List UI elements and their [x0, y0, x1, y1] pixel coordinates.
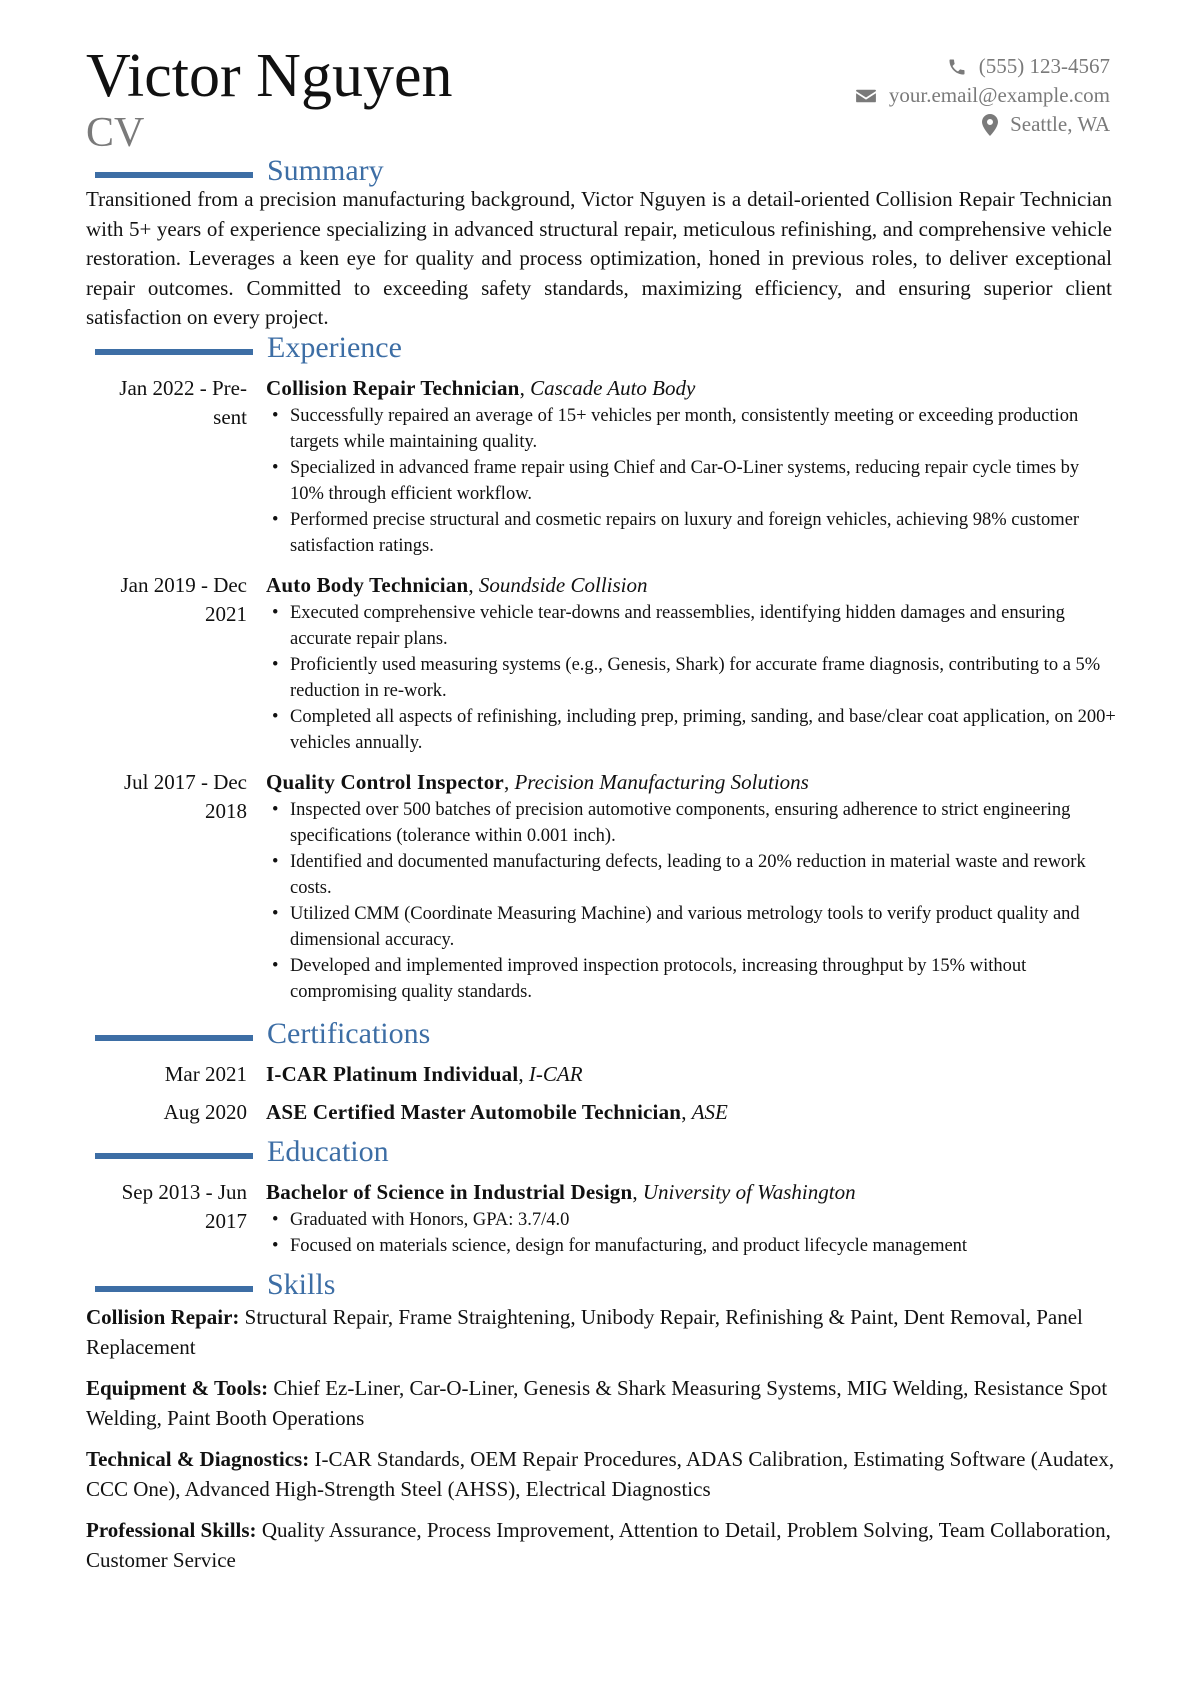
entry-heading: Quality Control Inspector, Precision Manufacturing Solutions: [266, 770, 809, 794]
list-item: • Identified and documented manufacturing defects, leading to a 20% reduction in material waste and rework costs.: [266, 849, 1116, 901]
list-item: • Specialized in advanced frame repair using Chief and Car-O-Liner systems, reducing repair cycle times by 10% through efficient workflow.: [266, 455, 1116, 507]
list-item: • Completed all aspects of refinishing, including prep, priming, sanding, and base/clear coat application, on 200+ vehicles annually.: [266, 704, 1116, 756]
skill-row: [86, 1516, 1116, 1575]
location-text: Seattle, WA: [1010, 112, 1110, 136]
section-title: Education: [267, 1135, 389, 1168]
skill-category: Technical & Diagnostics:: [86, 1447, 310, 1471]
entry-body: [266, 1178, 1116, 1259]
date-line: sent: [213, 405, 247, 429]
section-accent-bar: [95, 172, 253, 178]
section-title: Experience: [267, 331, 402, 364]
entry-body: [266, 768, 1116, 1005]
bullet-list: [266, 600, 1116, 756]
list-item: • Proficiently used measuring systems (e.g., Genesis, Shark) for accurate frame diagnosis, contributing to a 5% reduction in re-work.: [266, 652, 1116, 704]
entry-heading: Collision Repair Technician, Cascade Auto Body: [266, 376, 696, 400]
email-text: your.email@example.com: [888, 83, 1110, 107]
date-line: Jan 2022 - Pre-: [119, 376, 247, 400]
date-line: 2018: [205, 799, 247, 823]
date-line: Jan 2019 - Dec: [120, 573, 247, 597]
summary-text: Transitioned from a precision manufacturing background, Victor Nguyen is a detail-oriented Collision Repair Technician with 5+ years of experience specializing in advanced structural repair, meticulous refinishing, and comprehensive vehicle restoration. Leverages a keen eye for quality and process optimization, honed in previous roles, to deliver exceptional repair outcomes. Committed to exceeding safety standards, maximizing efficiency, and ensuring superior client satisfaction on every project.: [86, 187, 1112, 329]
entry-body: [266, 374, 1116, 559]
entry-date: Mar 2021: [164, 1062, 247, 1086]
skill-category: Professional Skills:: [86, 1518, 257, 1542]
employer: Precision Manufacturing Solutions: [514, 770, 809, 794]
section-accent-bar: [95, 1035, 253, 1041]
skill-items: I-CAR Standards, OEM Repair Procedures, ADAS Calibration, Estimating Software (Audatex, CCC One), Advanced High-Strength Steel (AHSS), Electrical Diagnostics: [86, 1447, 1115, 1501]
list-item: • Successfully repaired an average of 15+ vehicles per month, consistently meeting or exceeding production targets while maintaining quality.: [266, 403, 1116, 455]
bullet-list: [266, 403, 1116, 559]
entry-date: [86, 374, 247, 432]
skill-items: Quality Assurance, Process Improvement, Attention to Detail, Problem Solving, Team Collaboration, Customer Service: [86, 1518, 1111, 1572]
date-line: 2021: [205, 602, 247, 626]
entry-heading: I-CAR Platinum Individual, I-CAR: [266, 1062, 583, 1086]
issuer: ASE: [691, 1100, 728, 1124]
contact-block: [855, 52, 1110, 139]
skill-items: Structural Repair, Frame Straightening, Unibody Repair, Refinishing & Paint, Dent Removal, Panel Replacement: [86, 1305, 1083, 1359]
skill-row: [86, 1303, 1116, 1362]
institution: University of Washington: [642, 1180, 856, 1204]
skill-items: Chief Ez-Liner, Car-O-Liner, Genesis & Shark Measuring Systems, MIG Welding, Resistance Spot Welding, Paint Booth Operations: [86, 1376, 1108, 1430]
section-title: Summary: [267, 154, 384, 187]
date-line: 2017: [205, 1209, 247, 1233]
phone-text: (555) 123-4567: [978, 54, 1110, 78]
skills-list: [86, 1303, 1116, 1587]
list-item: • Executed comprehensive vehicle tear-downs and reassemblies, identifying hidden damages and ensuring accurate repair plans.: [266, 600, 1116, 652]
section-accent-bar: [95, 1153, 253, 1159]
entry-date: [86, 571, 247, 629]
skill-row: [86, 1374, 1116, 1433]
contact-location: [855, 110, 1110, 139]
entry-body: [266, 1060, 1116, 1089]
envelope-icon: [855, 87, 877, 105]
section-title: Certifications: [267, 1017, 431, 1050]
issuer: I-CAR: [528, 1062, 583, 1086]
bullet-list: [266, 1207, 1116, 1259]
bullet-list: [266, 797, 1116, 1005]
date-line: Jul 2017 - Dec: [123, 770, 247, 794]
job-title: Quality Control Inspector: [266, 770, 504, 794]
entry-heading: Auto Body Technician, Soundside Collision: [266, 573, 648, 597]
section-title: Skills: [267, 1268, 336, 1301]
employer: Cascade Auto Body: [530, 376, 696, 400]
entry-date: [86, 768, 247, 826]
skill-category: Collision Repair:: [86, 1305, 240, 1329]
document-subtitle: CV: [86, 110, 145, 156]
list-item: • Utilized CMM (Coordinate Measuring Machine) and various metrology tools to verify product quality and dimensional accuracy.: [266, 901, 1116, 953]
entry-body: [266, 1098, 1116, 1127]
employer: Soundside Collision: [478, 573, 648, 597]
section-accent-bar: [95, 349, 253, 355]
map-marker-icon: [982, 114, 998, 136]
contact-email[interactable]: [855, 81, 1110, 110]
entry-heading: Bachelor of Science in Industrial Design, University of Washington: [266, 1180, 856, 1204]
contact-phone[interactable]: [855, 52, 1110, 81]
date-line: Sep 2013 - Jun: [121, 1180, 247, 1204]
certification-name: ASE Certified Master Automobile Technician: [266, 1100, 682, 1124]
entry-date: [86, 1178, 247, 1236]
candidate-name: Victor Nguyen: [86, 42, 453, 110]
section-accent-bar: [95, 1286, 253, 1292]
phone-icon: [947, 57, 967, 77]
list-item: • Focused on materials science, design for manufacturing, and product lifecycle management: [266, 1233, 1116, 1259]
list-item: • Performed precise structural and cosmetic repairs on luxury and foreign vehicles, achieving 98% customer satisfaction ratings.: [266, 507, 1116, 559]
skill-category: Equipment & Tools:: [86, 1376, 269, 1400]
entry-body: [266, 571, 1116, 756]
skill-row: [86, 1445, 1116, 1504]
list-item: • Developed and implemented improved inspection protocols, increasing throughput by 15% without compromising quality standards.: [266, 953, 1116, 1005]
list-item: • Graduated with Honors, GPA: 3.7/4.0: [266, 1207, 1116, 1233]
list-item: • Inspected over 500 batches of precision automotive components, ensuring adherence to strict engineering specifications (tolerance within 0.001 inch).: [266, 797, 1116, 849]
degree: Bachelor of Science in Industrial Design: [266, 1180, 633, 1204]
entry-heading: ASE Certified Master Automobile Technician, ASE: [266, 1100, 728, 1124]
entry-date: Aug 2020: [163, 1100, 247, 1124]
job-title: Auto Body Technician: [266, 573, 469, 597]
job-title: Collision Repair Technician: [266, 376, 520, 400]
certification-name: I-CAR Platinum Individual: [266, 1062, 519, 1086]
